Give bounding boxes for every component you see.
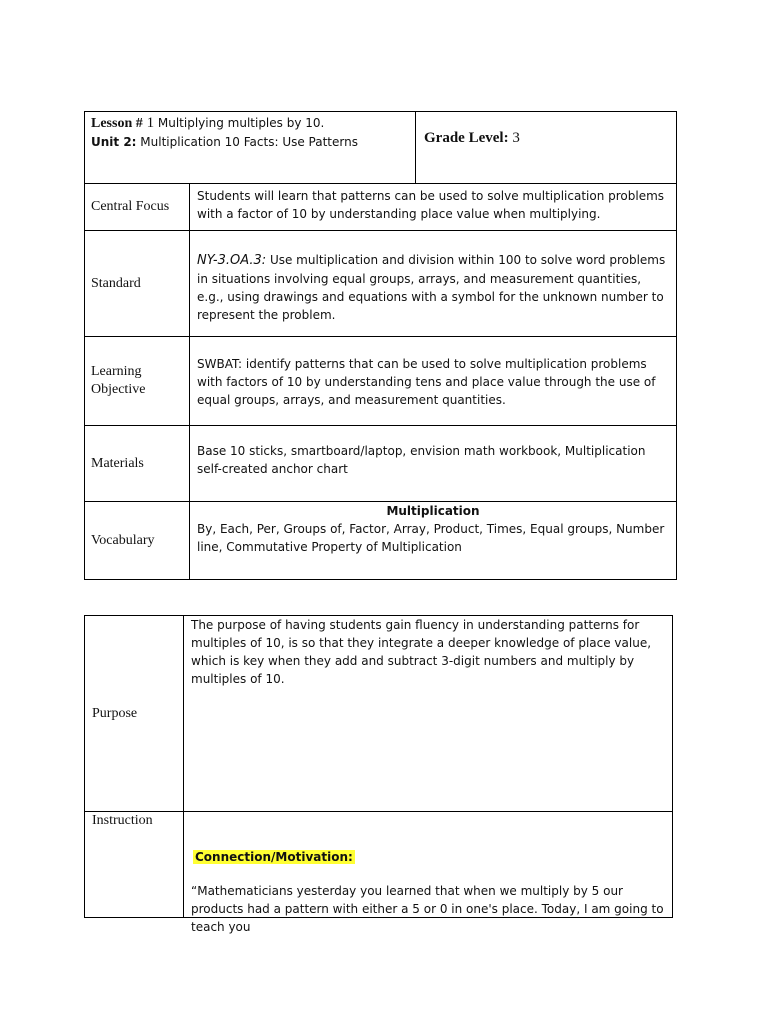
standard-cell (190, 231, 677, 337)
learning-objective-label-line1: Learning (91, 364, 142, 379)
central-focus-label: Central Focus (85, 184, 190, 231)
instruction-label: Instruction (85, 812, 184, 918)
lesson-label: Lesson # (91, 116, 143, 131)
learning-objective-text: SWBAT: identify patterns that can be used to solve multiplication problems with factors of 10 by understanding tens and place value through the use of equal groups, arrays, and measurement quantities. (190, 337, 677, 426)
vocabulary-label: Vocabulary (85, 502, 190, 580)
lesson-line (91, 114, 409, 133)
central-focus-text: Students will learn that patterns can be used to solve multiplication problems with a factor of 10 by understanding place value when multiplying. (190, 184, 677, 231)
instruction-text: “Mathematicians yesterday you learned that when we multiply by 5 our products had a pattern with either a 5 or 0 in one's place. Today, I am going to teach you (191, 884, 664, 934)
unit-line (91, 133, 409, 151)
lesson-number: 1 (146, 115, 155, 131)
standard-label: Standard (85, 231, 190, 337)
vocabulary-text: By, Each, Per, Groups of, Factor, Array, Product, Times, Equal groups, Number line, Commutative Property of Multiplication (197, 522, 665, 554)
vocabulary-heading: Multiplication (386, 504, 480, 518)
learning-objective-label-line2: Objective (91, 382, 146, 397)
lesson-header-cell (85, 112, 416, 184)
grade-level-value: 3 (512, 130, 520, 146)
purpose-text: The purpose of having students gain fluency in understanding patterns for multiples of 10, is so that they integrate a deeper knowledge of place value, which is key when they add and subtract 3-digit numbers and multiply by multiples of 10. (184, 616, 673, 812)
learning-objective-label (85, 337, 190, 426)
lesson-title: Multiplying multiples by 10. (157, 116, 325, 130)
lesson-plan-table (84, 111, 677, 580)
unit-label: Unit 2: (91, 135, 137, 149)
connection-motivation-heading: Connection/Motivation: (195, 850, 353, 864)
purpose-label: Purpose (85, 616, 184, 812)
materials-label: Materials (85, 426, 190, 502)
grade-level-cell (416, 112, 677, 184)
vocabulary-cell (190, 502, 677, 580)
instruction-cell (184, 812, 673, 934)
purpose-instruction-table (84, 615, 673, 934)
standard-text: Use multiplication and division within 100 to solve word problems in situations involving equal groups, arrays, and measurement quantities, e.g., using drawings and equations with a symbol for the unknown number to represent the problem. (197, 253, 666, 322)
materials-text: Base 10 sticks, smartboard/laptop, envision math workbook, Multiplication self-created anchor chart (190, 426, 677, 502)
grade-level-label: Grade Level: (424, 130, 509, 146)
unit-title: Multiplication 10 Facts: Use Patterns (140, 135, 358, 149)
standard-code: NY-3.OA.3: (197, 253, 267, 268)
